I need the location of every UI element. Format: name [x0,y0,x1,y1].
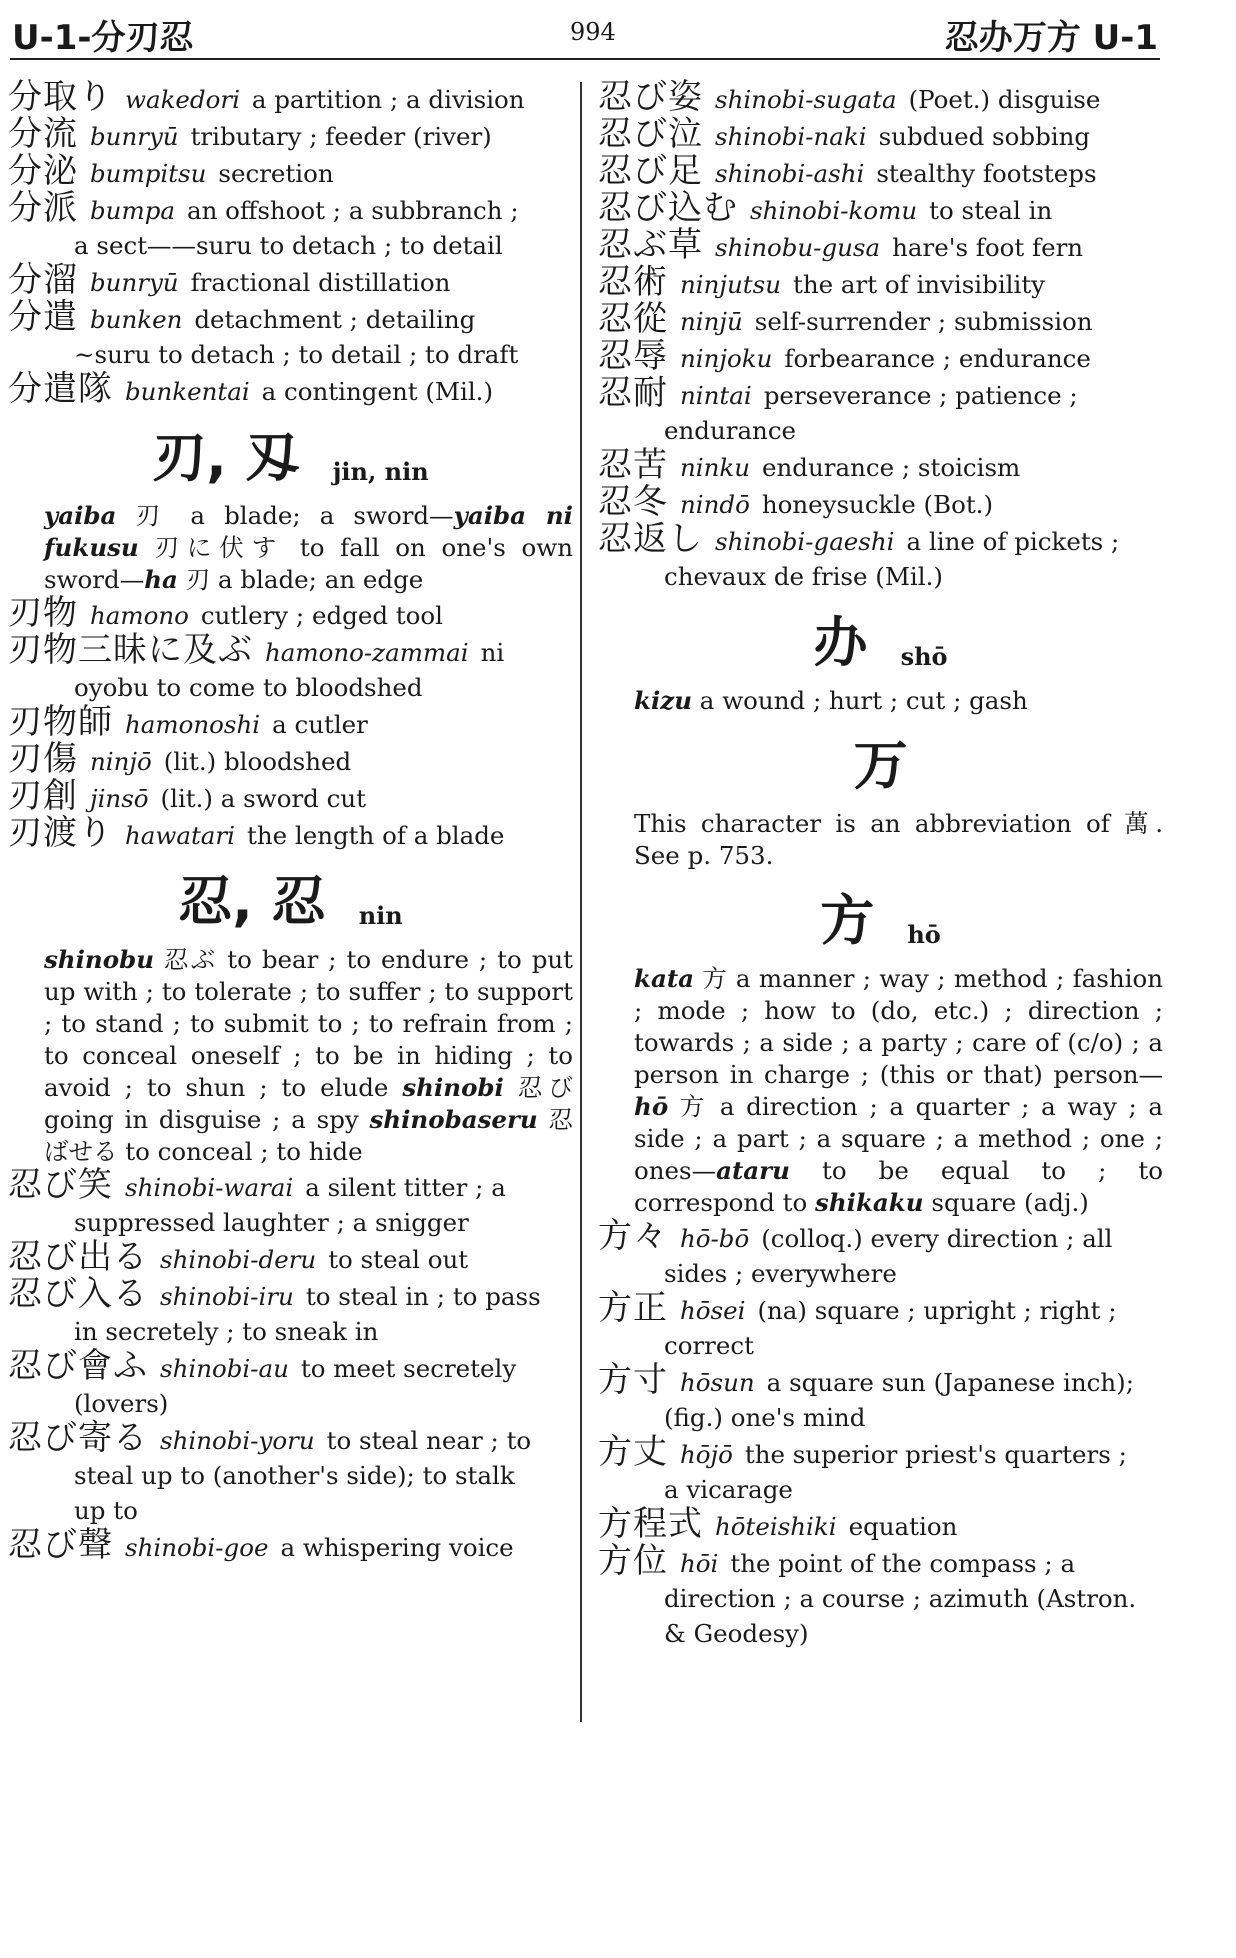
entry-romanization: hō-bō [680,1224,750,1253]
entry-romanization: bunryū [90,268,179,297]
section-heading-man [598,723,1163,800]
page-header [10,6,1160,60]
entry-first-line [8,1237,573,1277]
right-column [598,77,1164,1651]
entry-romanization: hōjō [680,1440,733,1469]
dictionary-entry [598,151,1163,191]
entry-headword: 方寸 [598,1360,668,1400]
entry-definition: an offshoot ; a subbranch ; [186,196,519,225]
paragraph-segment: going in disguise ; a spy [44,1105,370,1134]
paragraph-segment: 忍ぶ [154,945,228,974]
entry-romanization: ninku [680,453,751,482]
dictionary-entry [598,225,1163,265]
entry-first-line [598,373,1163,413]
entry-headword: 刃物三昧に及ぶ [8,630,253,670]
entry-first-line [598,225,1163,265]
dictionary-entry [8,1165,573,1240]
dictionary-entry [598,445,1163,485]
definition-paragraph [598,963,1163,1219]
paragraph-segment: 刃に伏す [138,533,300,562]
entry-definition: to steal out [328,1245,469,1274]
entry-list [598,1216,1163,1651]
dictionary-entry [8,630,573,705]
dictionary-entry [8,1274,573,1349]
entry-headword: 方正 [598,1288,668,1328]
entry-headword: 忍び會ふ [8,1346,148,1386]
dictionary-entry [8,593,573,633]
dictionary-entry [8,1525,573,1565]
entry-romanization: ninjutsu [680,270,781,299]
dictionary-entry [8,739,573,779]
entry-headword: 忍び込む [598,188,738,228]
entry-romanization: shinobi-warai [125,1173,294,1202]
entry-first-line [598,262,1163,302]
entry-definition: ni [480,638,505,667]
entry-definition: a partition ; a division [251,85,525,114]
section-kanji: 忍, 忍 [178,870,326,933]
entry-definition: the point of the compass ; a [730,1549,1076,1578]
entry-continuation: chevaux de frise (Mil.) [664,562,943,591]
entry-first-line [598,519,1163,559]
entry-first-line [598,299,1163,339]
section-heading-jin [8,415,573,492]
dictionary-entry [8,702,573,742]
entry-romanization: shinobi-goe [125,1533,269,1562]
entry-romanization: ninjū [680,307,743,336]
entry-romanization: ninjoku [680,344,773,373]
entry-first-line [8,188,573,228]
entry-first-line [8,77,573,117]
entry-definition: (lit.) bloodshed [163,747,352,776]
dictionary-entry [598,114,1163,154]
dictionary-entry [598,188,1163,228]
section-kanji: 刃, 刄 [152,426,300,489]
entry-first-line [598,1432,1163,1472]
entry-definition: the superior priest's quarters ; [744,1440,1127,1469]
dictionary-entry [598,262,1163,302]
entry-definition: (Poet.) disguise [908,85,1101,114]
dictionary-entry [598,373,1163,448]
entry-headword: 刃傷 [8,739,78,779]
paragraph-segment: yaiba ni fukusu [44,501,573,562]
paragraph-segment: a blade; a sword— [190,501,454,530]
paragraph-segment: to bear ; to endure ; to put up with ; to tolerate ; to suffer ; to support ; to stand ; to submit to ; to refrain from ; to conceal oneself ; to be in hiding ; to avoid ; to shun ; to elude [44,945,573,1102]
entry-headword: 刃創 [8,776,78,816]
paragraph-segment: shikaku [815,1188,924,1217]
dictionary-entry [598,1288,1163,1363]
paragraph-segment: to be equal to ; to correspond to [634,1156,1163,1217]
entry-first-line [598,1216,1163,1256]
entry-definition: a line of pickets ; [906,527,1120,556]
entry-continuation: a vicarage [664,1475,793,1504]
entry-headword: 分遣隊 [8,369,113,409]
entry-headword: 刃渡り [8,813,113,853]
entry-first-line [8,776,573,816]
entry-first-line [598,151,1163,191]
dictionary-entry [598,77,1163,117]
entry-first-line [598,1541,1163,1581]
entry-first-line [8,739,573,779]
entry-definition: a cutler [272,710,368,739]
entry-definition: a square sun (Japanese inch); [766,1368,1134,1397]
entry-continuation: in secretely ; to sneak in [74,1317,379,1346]
entry-continuation: oyobu to come to bloodshed [74,673,423,702]
section-reading: jin, nin [332,457,429,486]
dictionary-entry [8,776,573,816]
entry-definition: endurance ; stoicism [762,453,1021,482]
dictionary-entry [8,1418,573,1528]
entry-first-line [8,260,573,300]
entry-continuation: ~suru to detach ; to detail ; to draft [74,340,519,369]
entry-first-line [598,1360,1163,1400]
entry-headword: 刃物 [8,593,78,633]
entry-headword: 分取り [8,77,113,117]
entry-definition: (na) square ; upright ; right ; [757,1296,1117,1325]
paragraph-segment: a manner ; way ; method ; fashion ; mode ; how to (do, etc.) ; direction ; towards ; a side ; a party ; care of (c/o) ; a person in charge ; (this or that) person— [634,964,1163,1089]
entry-definition: the art of invisibility [792,270,1046,299]
entry-first-line [598,1504,1163,1544]
entry-romanization: ninjō [90,747,152,776]
entry-continuation: endurance [664,416,797,445]
paragraph-segment: square (adj.) [923,1188,1089,1217]
entry-definition: to steal in [929,196,1053,225]
section-heading-nin [8,859,573,936]
section-kanji: 方 [820,889,875,952]
entry-romanization: bumpitsu [90,159,207,188]
entry-definition: honeysuckle (Bot.) [761,490,994,519]
entry-definition: perseverance ; patience ; [763,381,1078,410]
header-right-guide: 忍办万方 U-1 [944,18,1158,58]
entry-definition: to steal in ; to pass [305,1282,541,1311]
paragraph-segment: 忍ばせる [44,1105,573,1166]
entry-headword: 忍び寄る [8,1418,148,1458]
paragraph-segment: ha [144,565,178,594]
entry-headword: 分遣 [8,297,78,337]
entry-definition: (lit.) a sword cut [160,784,366,813]
entry-continuation: a sect——suru to detach ; to detail [74,231,503,260]
entry-first-line [598,114,1163,154]
section-heading-ho [598,878,1163,955]
paragraph-segment: a direction ; a quarter ; a way ; a side ; a part ; a square ; a method ; one ; ones— [634,1092,1163,1185]
entry-first-line [8,630,573,670]
header-left-guide: U-1-分刃忍 [12,18,194,58]
entry-headword: 分溜 [8,260,78,300]
entry-romanization: bumpa [90,196,175,225]
entry-headword: 方丈 [598,1432,668,1472]
entry-definition: secretion [218,159,334,188]
entry-headword: 方程式 [598,1504,703,1544]
entry-first-line [8,1346,573,1386]
entry-definition: equation [848,1512,958,1541]
entry-romanization: bunryū [90,122,179,151]
dictionary-entry [8,813,573,853]
dictionary-entry [8,1237,573,1277]
entry-first-line [8,369,573,409]
section-heading-sho [598,600,1163,677]
entry-definition: to steal near ; to [326,1426,532,1455]
entry-romanization: hōi [680,1549,719,1578]
entry-continuation: steal up to (another's side); to stalk [74,1461,515,1490]
entry-headword: 忍び姿 [598,77,703,117]
paragraph-segment: 方 [694,964,736,993]
paragraph-segment: This character is an abbreviation of [634,809,1125,838]
entry-romanization: hawatari [125,821,235,850]
entry-definition: forbearance ; endurance [784,344,1091,373]
dictionary-entry [8,114,573,154]
paragraph-segment: a wound ; hurt ; cut ; gash [692,686,1028,715]
paragraph-segment: shinobaseru [369,1105,538,1134]
entry-definition: to meet secretely [300,1354,517,1383]
dictionary-entry [598,1541,1163,1651]
entry-first-line [8,1525,573,1565]
paragraph-segment: 萬 [1124,809,1156,838]
entry-headword: 分派 [8,188,78,228]
entry-first-line [598,188,1163,228]
entry-romanization: hamono-zammai [265,638,469,667]
paragraph-segment: 刃 [177,565,218,594]
column-divider [580,82,582,1722]
entry-definition: a silent titter ; a [305,1173,506,1202]
paragraph-segment: ataru [716,1156,790,1185]
entry-first-line [8,1165,573,1205]
entry-first-line [8,297,573,337]
entry-list [8,1165,573,1565]
definition-paragraph [8,944,573,1168]
paragraph-segment: . See p. 753. [634,809,1164,870]
entry-first-line [598,77,1163,117]
entry-romanization: hamonoshi [125,710,261,739]
entry-headword: 忍從 [598,299,668,339]
dictionary-entry [598,336,1163,376]
entry-definition: a contingent (Mil.) [261,377,494,406]
paragraph-segment: hō [634,1092,669,1121]
dictionary-entry [598,1360,1163,1435]
dictionary-entry [598,482,1163,522]
entry-romanization: shinobi-au [160,1354,289,1383]
paragraph-segment: shinobu [44,945,155,974]
entry-headword: 忍返し [598,519,703,559]
paragraph-segment: to conceal ; to hide [125,1137,363,1166]
entry-continuation: (lovers) [74,1389,169,1418]
dictionary-entry [8,369,573,409]
entry-first-line [8,1274,573,1314]
entry-definition: stealthy footsteps [876,159,1097,188]
entry-definition: fractional distillation [190,268,451,297]
entry-definition: subdued sobbing [878,122,1091,151]
entry-romanization: jinsō [90,784,149,813]
entry-continuation: up to [74,1496,138,1525]
entry-first-line [8,1418,573,1458]
entry-definition: cutlery ; edged tool [200,601,443,630]
definition-paragraph [598,808,1163,872]
definition-paragraph [8,500,573,596]
paragraph-segment: yaiba [44,501,117,530]
entry-headword: 忍び泣 [598,114,703,154]
dictionary-entry [598,299,1163,339]
entry-headword: 忍辱 [598,336,668,376]
page-number: 994 [570,18,616,46]
entry-headword: 忍び笑 [8,1165,113,1205]
entry-headword: 方々 [598,1216,668,1256]
entry-continuation: suppressed laughter ; a snigger [74,1208,469,1237]
dictionary-entry [598,1432,1163,1507]
entry-definition: (colloq.) every direction ; all [761,1224,1113,1253]
entry-romanization: shinobi-komu [750,196,918,225]
entry-romanization: hōsun [680,1368,755,1397]
section-kanji: 办 [813,611,868,674]
entry-headword: 忍術 [598,262,668,302]
entry-first-line [598,482,1163,522]
entry-continuation: (fig.) one's mind [664,1403,866,1432]
entry-definition: hare's foot fern [892,233,1084,262]
entry-first-line [8,702,573,742]
dictionary-entry [598,1504,1163,1544]
entry-romanization: shinobi-iru [160,1282,294,1311]
paragraph-segment: shinobi [402,1073,504,1102]
entry-continuation: direction ; a course ; azimuth (Astron. [664,1584,1137,1613]
paragraph-segment: 忍び [503,1073,573,1102]
entry-headword: 分泌 [8,151,78,191]
entry-continuation: sides ; everywhere [664,1259,897,1288]
dictionary-entry [8,77,573,117]
definition-paragraph [598,685,1163,717]
paragraph-segment: 刃 [116,501,191,530]
entry-headword: 忍耐 [598,373,668,413]
dictionary-entry [8,260,573,300]
left-column [8,77,573,1565]
dictionary-entry [598,519,1163,594]
entry-headword: 忍ぶ草 [598,225,703,265]
entry-romanization: nintai [680,381,752,410]
entry-romanization: shinobi-deru [160,1245,317,1274]
entry-romanization: hōteishiki [715,1512,837,1541]
entry-romanization: wakedori [125,85,240,114]
entry-headword: 忍び出る [8,1237,148,1277]
dictionary-entry [8,151,573,191]
entry-headword: 忍び足 [598,151,703,191]
entry-romanization: shinobi-sugata [715,85,897,114]
paragraph-segment: a blade; an edge [217,565,424,594]
entry-headword: 忍冬 [598,482,668,522]
entry-continuation: & Geodesy) [664,1619,809,1648]
entry-romanization: bunken [90,305,183,334]
paragraph-segment: 方 [668,1092,720,1121]
entry-romanization: bunkentai [125,377,250,406]
entry-first-line [598,336,1163,376]
entry-romanization: shinobu-gusa [715,233,881,262]
section-reading: shō [900,642,948,671]
entry-continuation: correct [664,1331,754,1360]
section-reading: hō [907,920,941,949]
entry-romanization: shinobi-yoru [160,1426,315,1455]
entry-romanization: shinobi-gaeshi [715,527,895,556]
entry-romanization: hōsei [680,1296,746,1325]
entry-definition: detachment ; detailing [194,305,476,334]
entry-romanization: hamono [90,601,189,630]
paragraph-segment: kizu [634,686,693,715]
entry-romanization: shinobi-ashi [715,159,865,188]
entry-list [598,77,1163,594]
entry-headword: 分流 [8,114,78,154]
entry-first-line [8,151,573,191]
entry-definition: the length of a blade [246,821,505,850]
entry-romanization: shinobi-naki [715,122,867,151]
paragraph-segment: kata [634,964,695,993]
entry-romanization: nindō [680,490,750,519]
dictionary-entry [8,188,573,263]
entry-definition: a whispering voice [280,1533,514,1562]
dictionary-entry [8,1346,573,1421]
section-kanji: 万 [853,734,908,797]
entry-first-line [8,593,573,633]
entry-headword: 忍苦 [598,445,668,485]
dictionary-entry [598,1216,1163,1291]
entry-headword: 刃物師 [8,702,113,742]
paragraph-segment: to fall on one's own sword— [44,533,573,594]
entry-list [8,593,573,853]
entry-headword: 忍び聲 [8,1525,113,1565]
entry-list [8,77,573,409]
entry-definition: self-surrender ; submission [754,307,1093,336]
section-reading: nin [358,901,403,930]
entry-first-line [598,445,1163,485]
dictionary-entry [8,297,573,372]
entry-first-line [8,114,573,154]
entry-definition: tributary ; feeder (river) [190,122,492,151]
entry-headword: 方位 [598,1541,668,1581]
entry-headword: 忍び入る [8,1274,148,1314]
entry-first-line [8,813,573,853]
entry-first-line [598,1288,1163,1328]
